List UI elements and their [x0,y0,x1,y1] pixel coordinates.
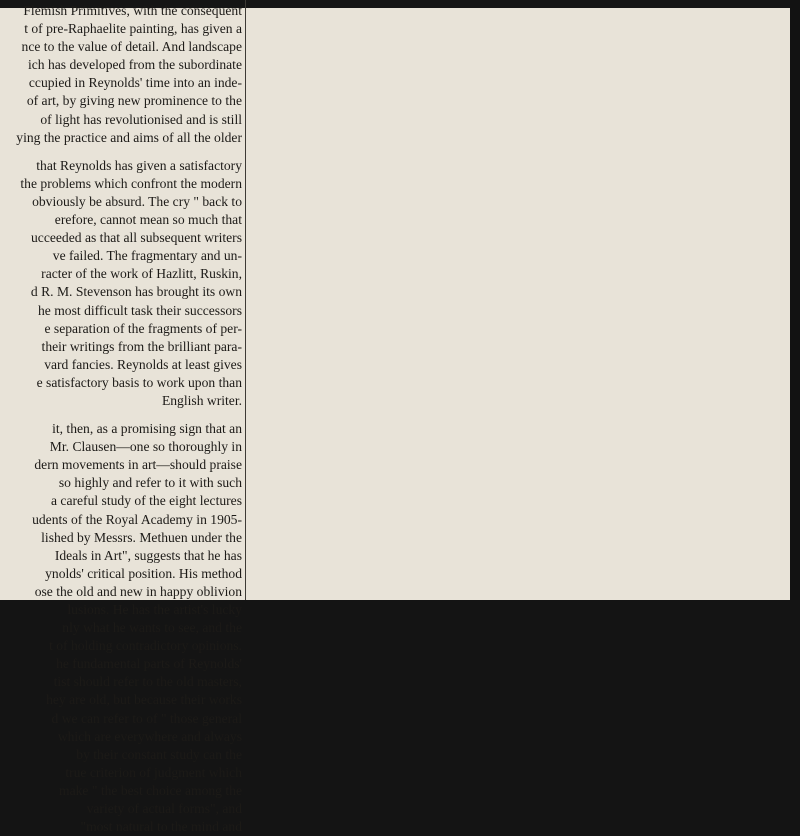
text-line: ynolds' critical position. His method [45,565,242,581]
left-column [0,2,242,836]
text-line: dern movements in art—should praise [34,457,242,473]
text-line: racter of the work of Hazlitt, Ruskin, [41,266,242,282]
text-line: of art, by giving new prominence to the [26,93,242,109]
dark-background-right [790,0,800,600]
text-line: so highly and refer to it with such [58,475,242,491]
text-line: their writings from the brilliant para- [41,338,242,354]
text-line: ich has developed from the subordinate [27,57,242,73]
left-paragraph-3 [0,420,242,836]
text-line: nly what he wants to see, and the [62,620,242,636]
text-line: of light has revolutionised and is still [40,111,242,127]
text-line: ucceeded as that all subsequent writers [30,230,242,246]
text-line: udents of the Royal Academy in 1905- [32,511,242,527]
text-line: Ideals in Art", suggests that he has [54,547,242,563]
text-line: by their constant study can the [76,746,242,762]
text-line: true criterion of judgment which [65,764,242,780]
text-line: a careful study of the eight lectures [51,493,242,509]
text-line: hey are old, but because their works [46,692,242,708]
text-line: tist should refer to the old masters, [53,674,242,690]
left-paragraph-2 [0,157,242,410]
text-line: English writer. [161,392,242,408]
text-line: ve failed. The fragmentary and un- [52,248,242,264]
column-rule [245,0,246,600]
text-line: lusions. He has the artist's lucky [67,602,242,617]
text-line: make " the best choice among the [59,782,242,798]
text-line: t of holding contradictory opinions. [49,638,242,654]
text-line: ccupied in Reynolds' time into an inde- [28,75,242,91]
text-line: obviously be absurd. The cry " back to [32,193,242,209]
text-line: Flemish Primitives, with the consequent [23,3,242,18]
text-line: vard fancies. Reynolds at least gives [44,356,242,372]
text-line: "most natural to the mind and [80,819,242,835]
text-line: he fundamental parts of Reynolds' [56,656,242,672]
text-line: e satisfactory basis to work upon than [36,374,242,390]
text-line: it, then, as a promising sign that an [52,421,242,437]
text-line: that Reynolds has given a satisfactory [36,157,242,173]
text-line: variety of actual forms", and [86,801,242,817]
text-line: d R. M. Stevenson has brought its own [30,284,242,300]
text-line: Mr. Clausen—one so thoroughly in [49,439,242,455]
left-paragraph-1 [0,2,242,147]
text-line: t of pre-Raphaelite painting, has given a [24,21,242,37]
text-line: the problems which confront the modern [20,175,242,191]
text-line: e separation of the fragments of per- [44,320,242,336]
text-line: lished by Messrs. Methuen under the [41,529,242,545]
text-line: he most difficult task their successors [38,302,242,318]
text-line: ose the old and new in happy oblivion [34,583,242,599]
text-line: nce to the value of detail. And landscape [21,39,242,55]
text-line: which are everywhere and always [57,728,242,744]
text-line: erefore, cannot mean so much that [54,212,242,228]
text-line: d we can refer to of " those general [51,710,242,726]
text-line: ying the practice and aims of all the older [16,129,242,145]
